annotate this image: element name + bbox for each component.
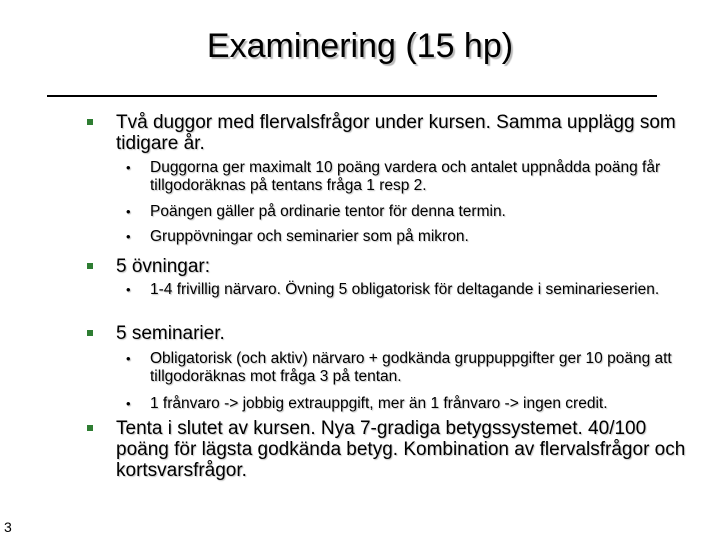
- slide-title: Examinering (15 hp): [206, 27, 514, 65]
- dot-bullet-icon: •: [126, 351, 131, 366]
- bullet-item-duggor: [116, 112, 696, 154]
- dot-bullet-icon: •: [126, 204, 131, 219]
- bullet-item-tenta: [116, 418, 696, 481]
- bullet-item-ovningar: [116, 256, 696, 277]
- dot-bullet-icon: •: [126, 396, 131, 411]
- dot-bullet-icon: •: [126, 229, 131, 244]
- dot-bullet-icon: •: [126, 282, 131, 297]
- bullet-text: 5 övningar:: [116, 256, 211, 277]
- dot-bullet-icon: •: [126, 160, 131, 175]
- sub-bullet-text: Duggorna ger maximalt 10 poäng vardera och antalet uppnådda poäng får tillgodoräknas på tentans fråga 1 resp 2.: [150, 159, 661, 194]
- square-bullet-icon: [87, 425, 93, 431]
- bullet-item-seminarier: [116, 323, 696, 344]
- page-number: 3: [4, 519, 12, 535]
- sub-bullet-text: Obligatorisk (och aktiv) närvaro + godkända gruppuppgifter ger 10 poäng att tillgodoräknas mot fråga 3 på tentan.: [150, 350, 672, 385]
- square-bullet-icon: [87, 330, 93, 336]
- sub-bullet-text: Gruppövningar och seminarier som på mikron.: [150, 228, 469, 245]
- sub-bullet-item: [126, 159, 695, 195]
- sub-bullet-text: 1-4 frivillig närvaro. Övning 5 obligatorisk för deltagande i seminarieserien.: [150, 281, 660, 298]
- sub-bullet-text: Poängen gäller på ordinarie tentor för denna termin.: [150, 203, 506, 220]
- sub-bullet-item: [126, 281, 695, 299]
- sub-bullet-item: [126, 228, 695, 246]
- sub-bullet-item: [126, 395, 695, 413]
- sub-bullet-text: 1 frånvaro -> jobbig extrauppgift, mer än 1 frånvaro -> ingen credit.: [150, 395, 608, 412]
- square-bullet-icon: [87, 119, 93, 125]
- sub-bullet-item: [126, 203, 695, 221]
- bullet-text: Tenta i slutet av kursen. Nya 7-gradiga betygssystemet. 40/100 poäng för lägsta godkända betyg. Kombination av flervalsfrågor och kortsvarsfrågor.: [116, 418, 686, 481]
- square-bullet-icon: [87, 263, 93, 269]
- bullet-text: Två duggor med flervalsfrågor under kursen. Samma upplägg som tidigare år.: [116, 112, 676, 154]
- bullet-text: 5 seminarier.: [116, 323, 225, 344]
- title-divider: [47, 95, 657, 97]
- sub-bullet-item: [126, 350, 695, 386]
